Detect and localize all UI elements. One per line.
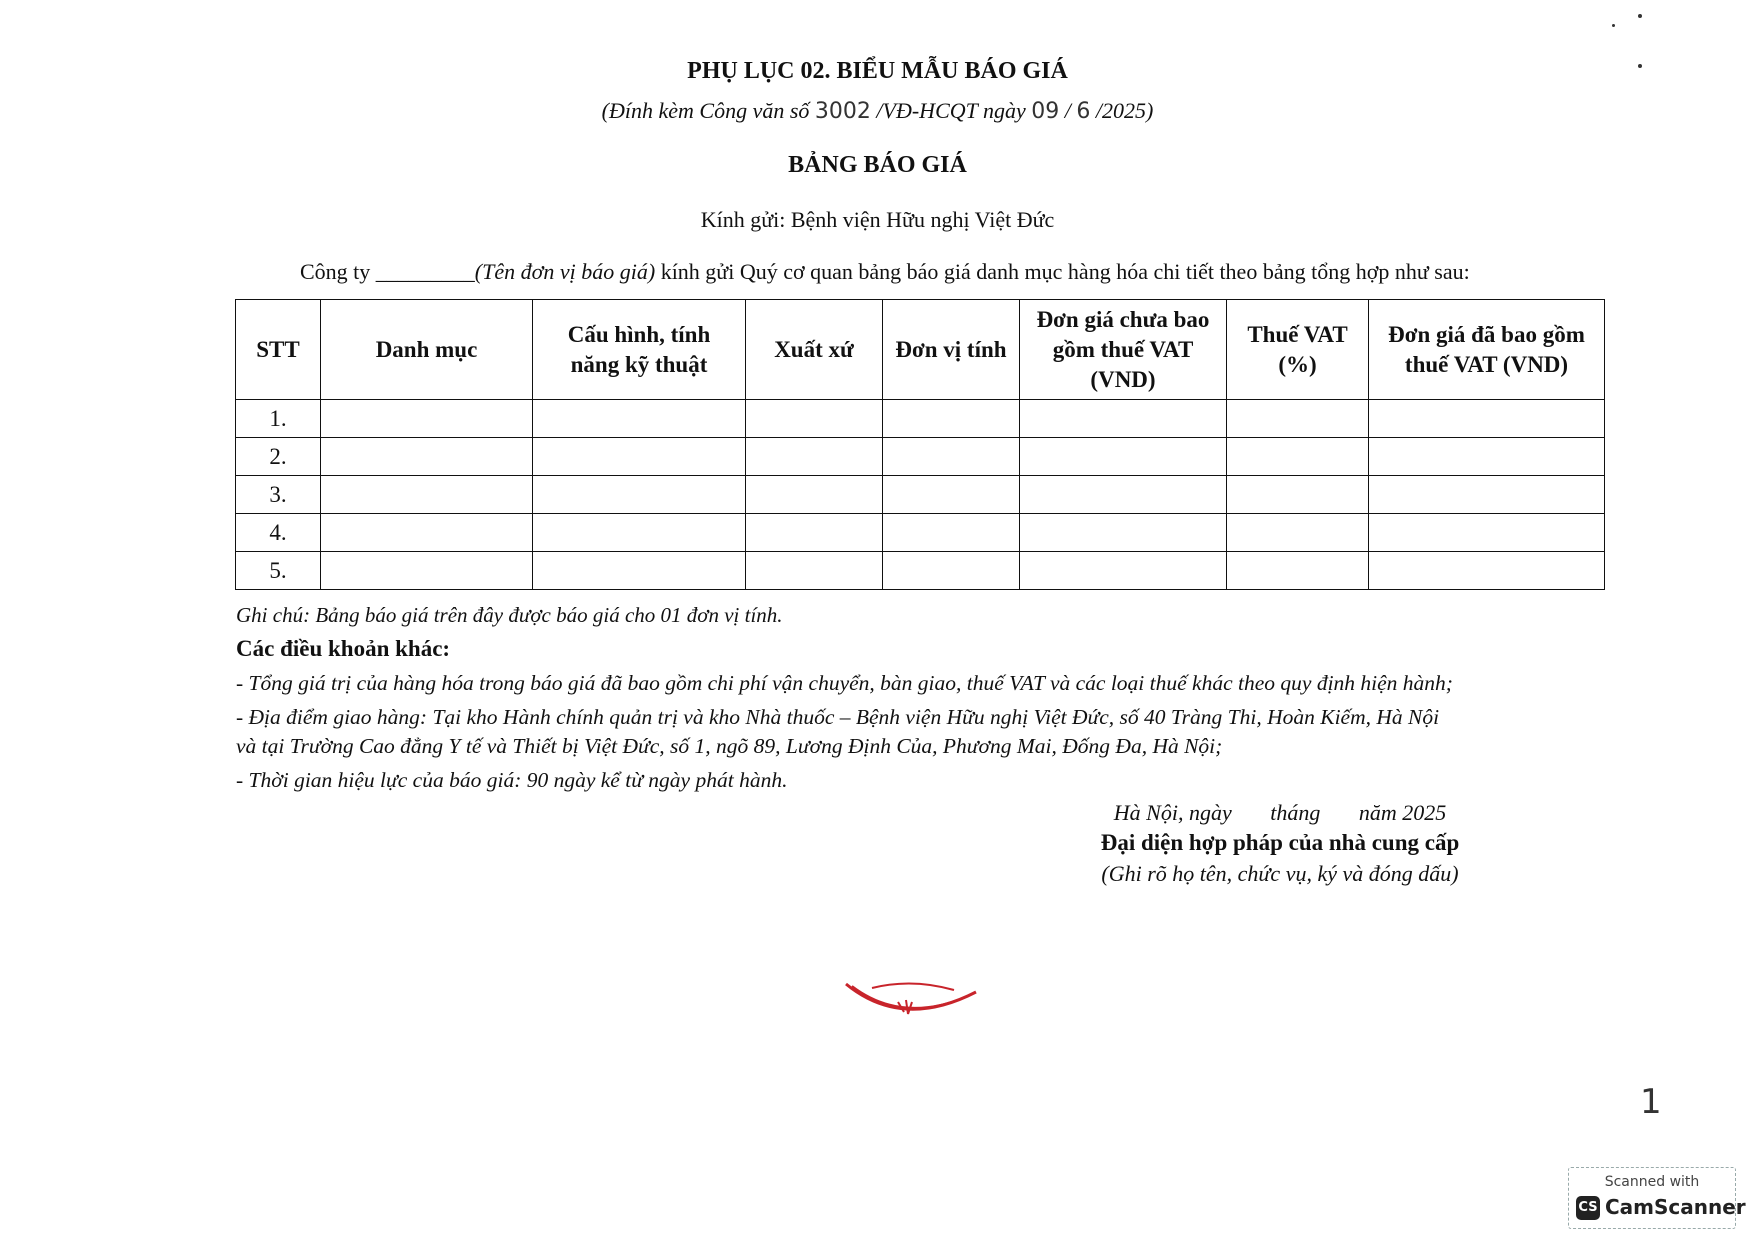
row-number-cell: 4. <box>236 514 321 552</box>
table-cell <box>883 476 1020 514</box>
table-cell <box>533 438 746 476</box>
table-cell <box>883 552 1020 590</box>
table-note: Ghi chú: Bảng báo giá trên đây được báo giá cho 01 đơn vị tính. <box>236 603 783 627</box>
table-cell <box>1227 400 1369 438</box>
table-cell <box>321 514 533 552</box>
intro-rest: kính gửi Quý cơ quan bảng báo giá danh mục hàng hóa chi tiết theo bảng tổng hợp như sau: <box>655 259 1470 284</box>
scan-speck <box>1638 64 1642 68</box>
document-title: BẢNG BÁO GIÁ <box>788 152 967 178</box>
table-cell <box>883 514 1020 552</box>
table-cell <box>1369 438 1605 476</box>
table-cell <box>1020 400 1227 438</box>
table-cell <box>746 438 883 476</box>
table-cell <box>1227 514 1369 552</box>
scanned-with-caption: Scanned with <box>1604 1174 1700 1190</box>
table-cell <box>533 400 746 438</box>
row-number-cell: 1. <box>236 400 321 438</box>
recipient-line: Kính gửi: Bệnh viện Hữu nghị Việt Đức <box>700 207 1055 232</box>
handwritten-month: 6 <box>1076 99 1091 124</box>
table-cell <box>746 552 883 590</box>
column-header: Xuất xứ <box>746 300 883 400</box>
signature-instruction: (Ghi rõ họ tên, chức vụ, ký và đóng dấu) <box>1101 861 1459 886</box>
table-cell <box>1227 476 1369 514</box>
attachment-reference <box>0 98 1755 124</box>
column-header: Đơn giá đã bao gồm thuế VAT (VND) <box>1369 300 1605 400</box>
signature-role: Đại diện hợp pháp của nhà cung cấp <box>1100 830 1460 855</box>
table-row <box>236 438 1605 476</box>
company-blank: _________ <box>375 259 475 284</box>
table-cell <box>533 514 746 552</box>
reference-mid: /VĐ-HCQT ngày <box>876 98 1026 123</box>
table-cell <box>321 552 533 590</box>
scan-speck <box>1612 24 1615 27</box>
table-row <box>236 514 1605 552</box>
camscanner-name: CamScanner <box>1605 1195 1746 1219</box>
date-separator: / <box>1064 98 1071 123</box>
table-cell <box>1227 552 1369 590</box>
column-header: Đơn giá chưa bao gồm thuế VAT (VND) <box>1020 300 1227 400</box>
column-header: STT <box>236 300 321 400</box>
column-header: Đơn vị tính <box>883 300 1020 400</box>
appendix-title: PHỤ LỤC 02. BIỂU MẪU BÁO GIÁ <box>687 58 1068 84</box>
table-cell <box>746 400 883 438</box>
table-cell <box>1020 476 1227 514</box>
handwritten-doc-number: 3002 <box>814 99 871 124</box>
scan-speck <box>1638 14 1642 18</box>
table-cell <box>1369 476 1605 514</box>
table-cell <box>883 438 1020 476</box>
handwritten-day: 09 <box>1031 99 1060 124</box>
table-row <box>236 476 1605 514</box>
column-header: Danh mục <box>321 300 533 400</box>
table-cell <box>321 438 533 476</box>
table-cell <box>533 476 746 514</box>
handwritten-page-number: 1 <box>1640 1082 1662 1122</box>
row-number-cell: 3. <box>236 476 321 514</box>
table-row <box>236 400 1605 438</box>
camscanner-logo-icon: CS <box>1576 1196 1600 1220</box>
terms-heading: Các điều khoản khác: <box>236 636 451 661</box>
table-cell <box>883 400 1020 438</box>
company-name-hint: (Tên đơn vị báo giá) <box>474 259 656 284</box>
row-number-cell: 5. <box>236 552 321 590</box>
column-header: Cấu hình, tính năng kỹ thuật <box>533 300 746 400</box>
table-cell <box>533 552 746 590</box>
table-cell <box>321 400 533 438</box>
table-cell <box>1020 514 1227 552</box>
camscanner-badge <box>1568 1167 1746 1229</box>
reference-year: /2025) <box>1095 98 1154 123</box>
red-stamp-fragment <box>842 980 982 1030</box>
reference-prefix: (Đính kèm Công văn số <box>601 98 810 123</box>
column-header: Thuế VAT (%) <box>1227 300 1369 400</box>
table-header-row <box>236 300 1605 400</box>
table-cell <box>321 476 533 514</box>
table-cell <box>746 476 883 514</box>
term-item: - Địa điểm giao hàng: Tại kho Hành chính quản trị và kho Nhà thuốc – Bệnh viện Hữu nghị Việt Đức, số 40 Tràng Thi, Hoàn Kiếm, Hà Nội <box>236 705 1440 729</box>
signature-place-date: Hà Nội, ngày tháng năm 2025 <box>1113 800 1447 825</box>
table-cell <box>1020 438 1227 476</box>
row-number-cell: 2. <box>236 438 321 476</box>
term-item: - Tổng giá trị của hàng hóa trong báo giá đã bao gồm chi phí vận chuyển, bàn giao, thuế VAT và các loại thuế khác theo quy định hiện hành; <box>236 671 1453 695</box>
term-item-continuation: và tại Trường Cao đẳng Y tế và Thiết bị Việt Đức, số 1, ngõ 89, Lương Định Của, Phương Mai, Đống Đa, Hà Nội; <box>236 734 1223 758</box>
table-cell <box>1369 552 1605 590</box>
table-cell <box>1227 438 1369 476</box>
table-cell <box>1369 514 1605 552</box>
intro-paragraph <box>300 259 1470 285</box>
table-cell <box>746 514 883 552</box>
quotation-table <box>235 299 1605 590</box>
term-item: - Thời gian hiệu lực của báo giá: 90 ngày kể từ ngày phát hành. <box>236 768 788 792</box>
table-row <box>236 552 1605 590</box>
intro-prefix: Công ty <box>300 259 376 284</box>
table-cell <box>1020 552 1227 590</box>
table-cell <box>1369 400 1605 438</box>
